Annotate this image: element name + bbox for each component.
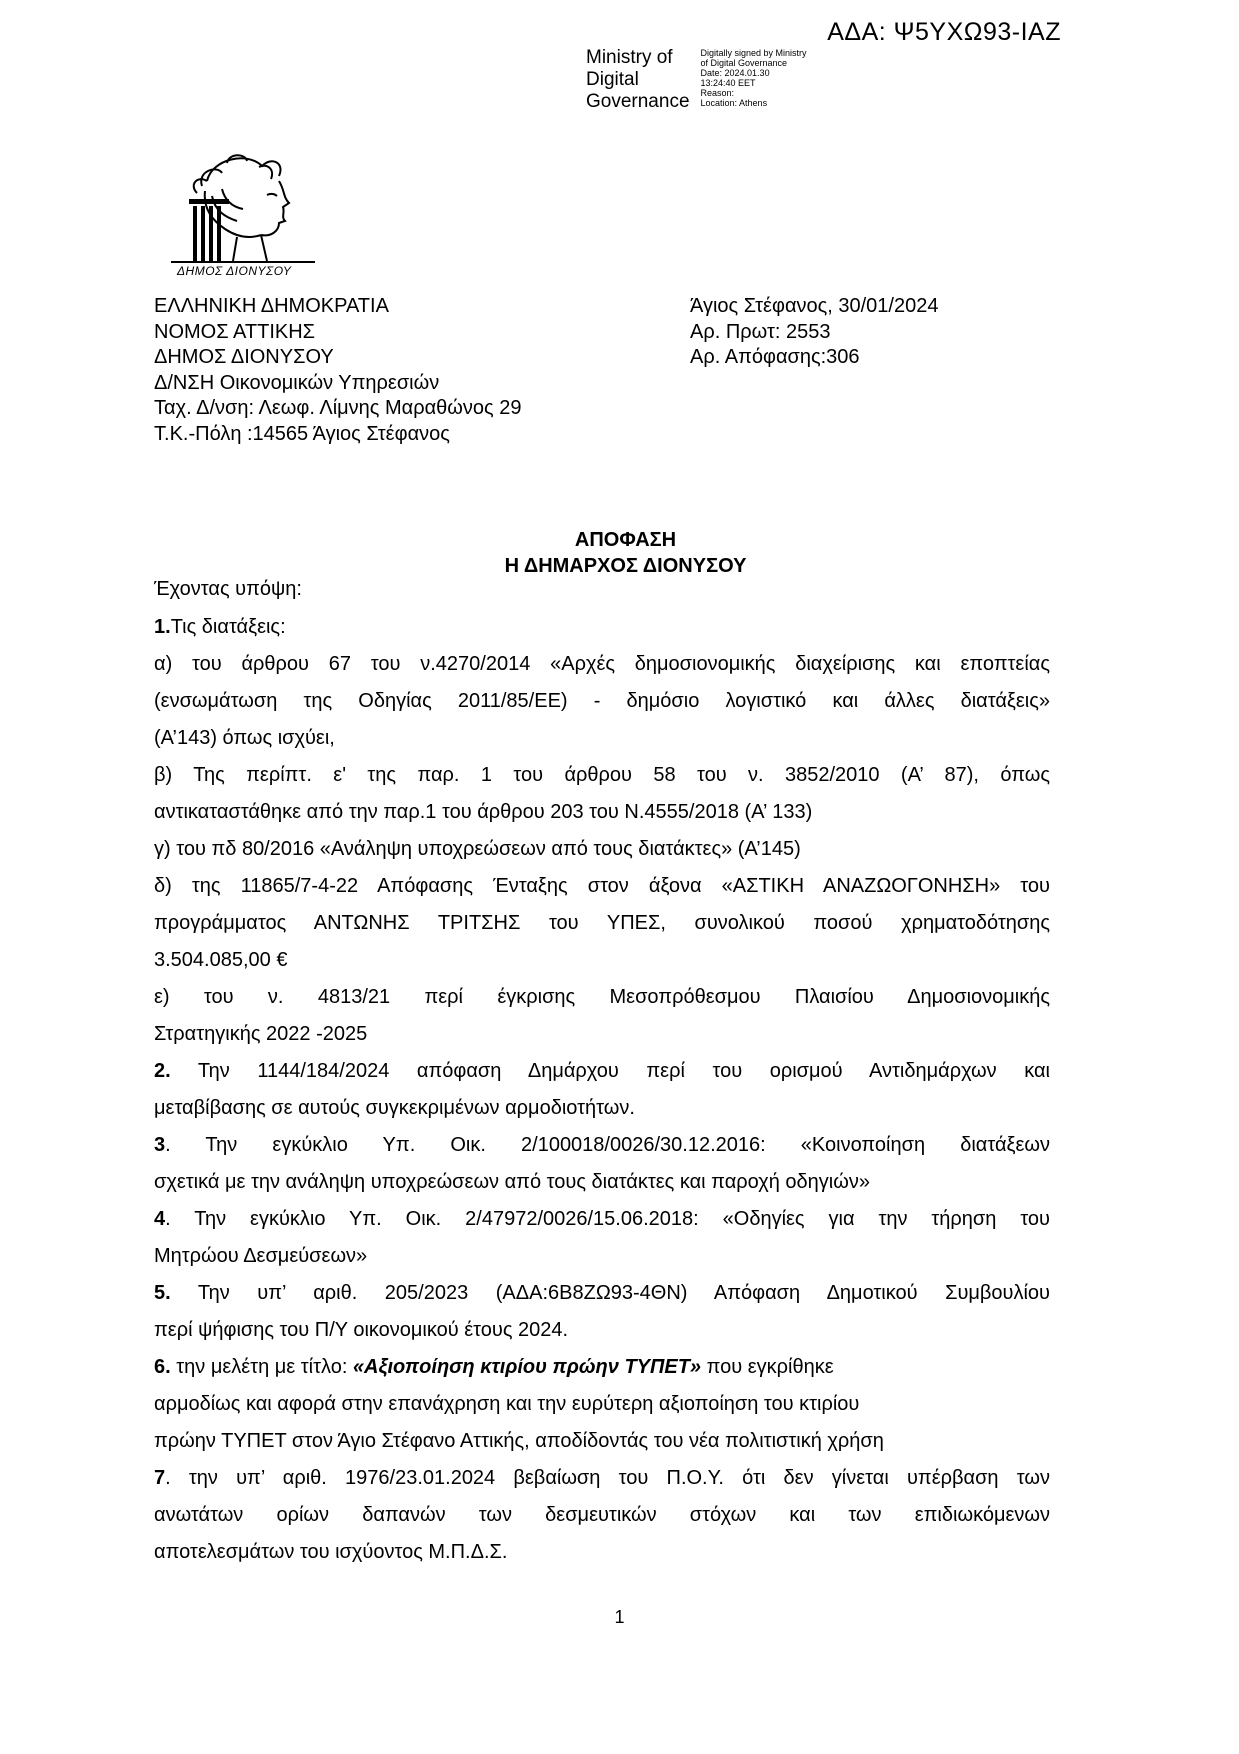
item-number: 3 [154,1134,166,1156]
signature-detail-line: Digitally signed by Ministry [700,48,807,58]
title-subtitle: Η ΔΗΜΑΡΧΟΣ ΔΙΟΝΥΣΟΥ [504,555,747,577]
item-7-line [154,1460,1050,1497]
signature-org-line: Governance [586,91,690,112]
signature-detail-line: 13:24:40 EET [700,78,756,88]
date-line: Άγιος Στέφανος, 30/01/2024 [690,295,939,317]
signature-details [701,47,807,113]
title-line: ΑΠΟΦΑΣΗ [574,529,677,551]
item-3-line [154,1127,1050,1164]
item-number: 5. [154,1282,171,1304]
signature-org-line: Ministry of [586,47,673,68]
address-line: ΔΗΜΟΣ ΔΙΟΝΥΣΟΥ [154,346,334,368]
item-5-line: περί ψήφισης του Π/Υ οικονομικού έτους 2024. [154,1319,569,1341]
item-1a-line: α) του άρθρου 67 του ν.4270/2014 «Αρχές δημοσιονομικής διαχείρισης και εποπτείας [154,653,1050,675]
item-text: . Την εγκύκλιο Υπ. Οικ. 2/47972/0026/15.06.2018: «Οδηγίες για την τήρηση του [165,1208,1050,1230]
ada-code: ΑΔΑ: Ψ5ΥΧΩ93-ΙΑΖ [827,18,1061,46]
logo-caption: ΔΗΜΟΣ ΔΙΟΝΥΣΟΥ [177,264,292,278]
item-1-heading [154,609,1050,646]
item-1d-line: 3.504.085,00 € [154,949,288,971]
address-line: Τ.Κ.-Πόλη :14565 Άγιος Στέφανος [154,422,450,445]
item-4-line: Μητρώου Δεσμεύσεων» [154,1245,368,1267]
item-6-line: αρμοδίως και αφορά στην επανάχρηση και την ευρύτερη αξιοποίηση του κτιρίου [154,1393,860,1415]
item-text: . την υπ’ αριθ. 1976/23.01.2024 βεβαίωση του Π.Ο.Υ. ότι δεν γίνεται υπέρβαση των [165,1467,1050,1489]
item-3-line: σχετικά με την ανάληψη υποχρεώσεων από τους διατάκτες και παροχή οδηγιών» [154,1171,870,1193]
item-text: που εγκρίθηκε [701,1356,834,1378]
intro-text: Έχοντας υπόψη: [154,578,302,600]
signature-organization [586,47,690,113]
signature-org-line: Digital [586,69,639,90]
item-7-line: ανωτάτων ορίων δαπανών των δεσμευτικών στόχων και των επιδιωκόμενων [154,1504,1050,1526]
item-1c-line: γ) του πδ 80/2016 «Ανάληψη υποχρεώσεων από τους διατάκτες» (Α’145) [154,838,801,860]
page-number: 1 [614,1607,625,1627]
item-text: Την 1144/184/2024 απόφαση Δημάρχου περί του ορισμού Αντιδημάρχων και [170,1060,1050,1082]
item-text: την μελέτη με τίτλο: [170,1356,353,1378]
item-1d-line: προγράμματος ΑΝΤΩΝΗΣ ΤΡΙΤΣΗΣ του ΥΠΕΣ, συνολικού ποσού χρηματοδότησης [154,912,1050,934]
signature-detail-line: Date: 2024.01.30 [700,68,770,78]
item-1e-line: ε) του ν. 4813/21 περί έγκρισης Μεσοπρόθεσμου Πλαισίου Δημοσιονομικής [154,986,1050,1008]
document-title [0,527,1239,579]
item-6-line: πρώην ΤΥΠΕΤ στον Άγιο Στέφανο Αττικής, αποδίδοντάς του νέα πολιτιστική χρήση [154,1430,884,1452]
item-text: . Την εγκύκλιο Υπ. Οικ. 2/100018/0026/30.12.2016: «Κοινοποίηση διατάξεων [165,1134,1050,1156]
item-1a-line: (ενσωμάτωση της Οδηγίας 2011/85/ΕΕ) - δημόσιο λογιστικό και άλλες διατάξεις» [154,690,1050,712]
item-7-line: αποτελεσμάτων του ισχύοντος Μ.Π.Δ.Σ. [154,1541,508,1563]
decision-number: Αρ. Απόφασης:306 [690,346,860,368]
item-6-line [154,1349,1050,1386]
sender-address-block [154,294,521,447]
item-1b-line: αντικαταστάθηκε από την παρ.1 του άρθρου 203 του Ν.4555/2018 (Α’ 133) [154,801,813,823]
item-2-line: μεταβίβασης σε αυτούς συγκεκριμένων αρμοδιοτήτων. [154,1097,635,1119]
signature-detail-line: Location: Athens [700,98,768,108]
item-text: Τις διατάξεις: [170,616,286,638]
item-number: 7 [154,1467,166,1489]
item-4-line [154,1201,1050,1238]
digital-signature [586,47,807,113]
document-body [154,574,1050,1571]
address-line: ΕΛΛΗΝΙΚΗ ΔΗΜΟΚΡΑΤΙΑ [154,295,389,317]
item-1e-line: Στρατηγικής 2022 -2025 [154,1023,368,1045]
item-number: 4 [154,1208,166,1230]
address-line: Ταχ. Δ/νση: Λεωφ. Λίμνης Μαραθώνος 29 [154,397,522,419]
address-line: ΝΟΜΟΣ ΑΤΤΙΚΗΣ [154,320,316,343]
protocol-number: Αρ. Πρωτ: 2553 [690,320,831,343]
study-title: «Αξιοποίηση κτιρίου πρώην ΤΥΠΕΤ» [352,1356,702,1378]
item-number: 6. [154,1356,171,1378]
item-1a-line: (Α’143) όπως ισχύει, [154,727,335,749]
item-2-line [154,1053,1050,1090]
item-1d-line: δ) της 11865/7-4-22 Απόφασης Ένταξης στον άξονα «ΑΣΤΙΚΗ ΑΝΑΖΩΟΓΟΝΗΣΗ» του [154,875,1050,897]
item-5-line [154,1275,1050,1312]
signature-detail-line: of Digital Governance [700,58,788,68]
item-number: 1. [154,616,171,638]
item-1b-line: β) Της περίπτ. ε' της παρ. 1 του άρθρου 58 του ν. 3852/2010 (Α’ 87), όπως [154,764,1050,786]
address-line: Δ/ΝΣΗ Οικονομικών Υπηρεσιών [154,371,440,394]
item-number: 2. [154,1060,171,1082]
signature-detail-line: Reason: [700,88,735,98]
item-text: Την υπ’ αριθ. 205/2023 (ΑΔΑ:6Β8ΖΩ93-4ΘΝ) Απόφαση Δημοτικού Συμβουλίου [170,1282,1050,1304]
document-reference-block [690,294,938,371]
